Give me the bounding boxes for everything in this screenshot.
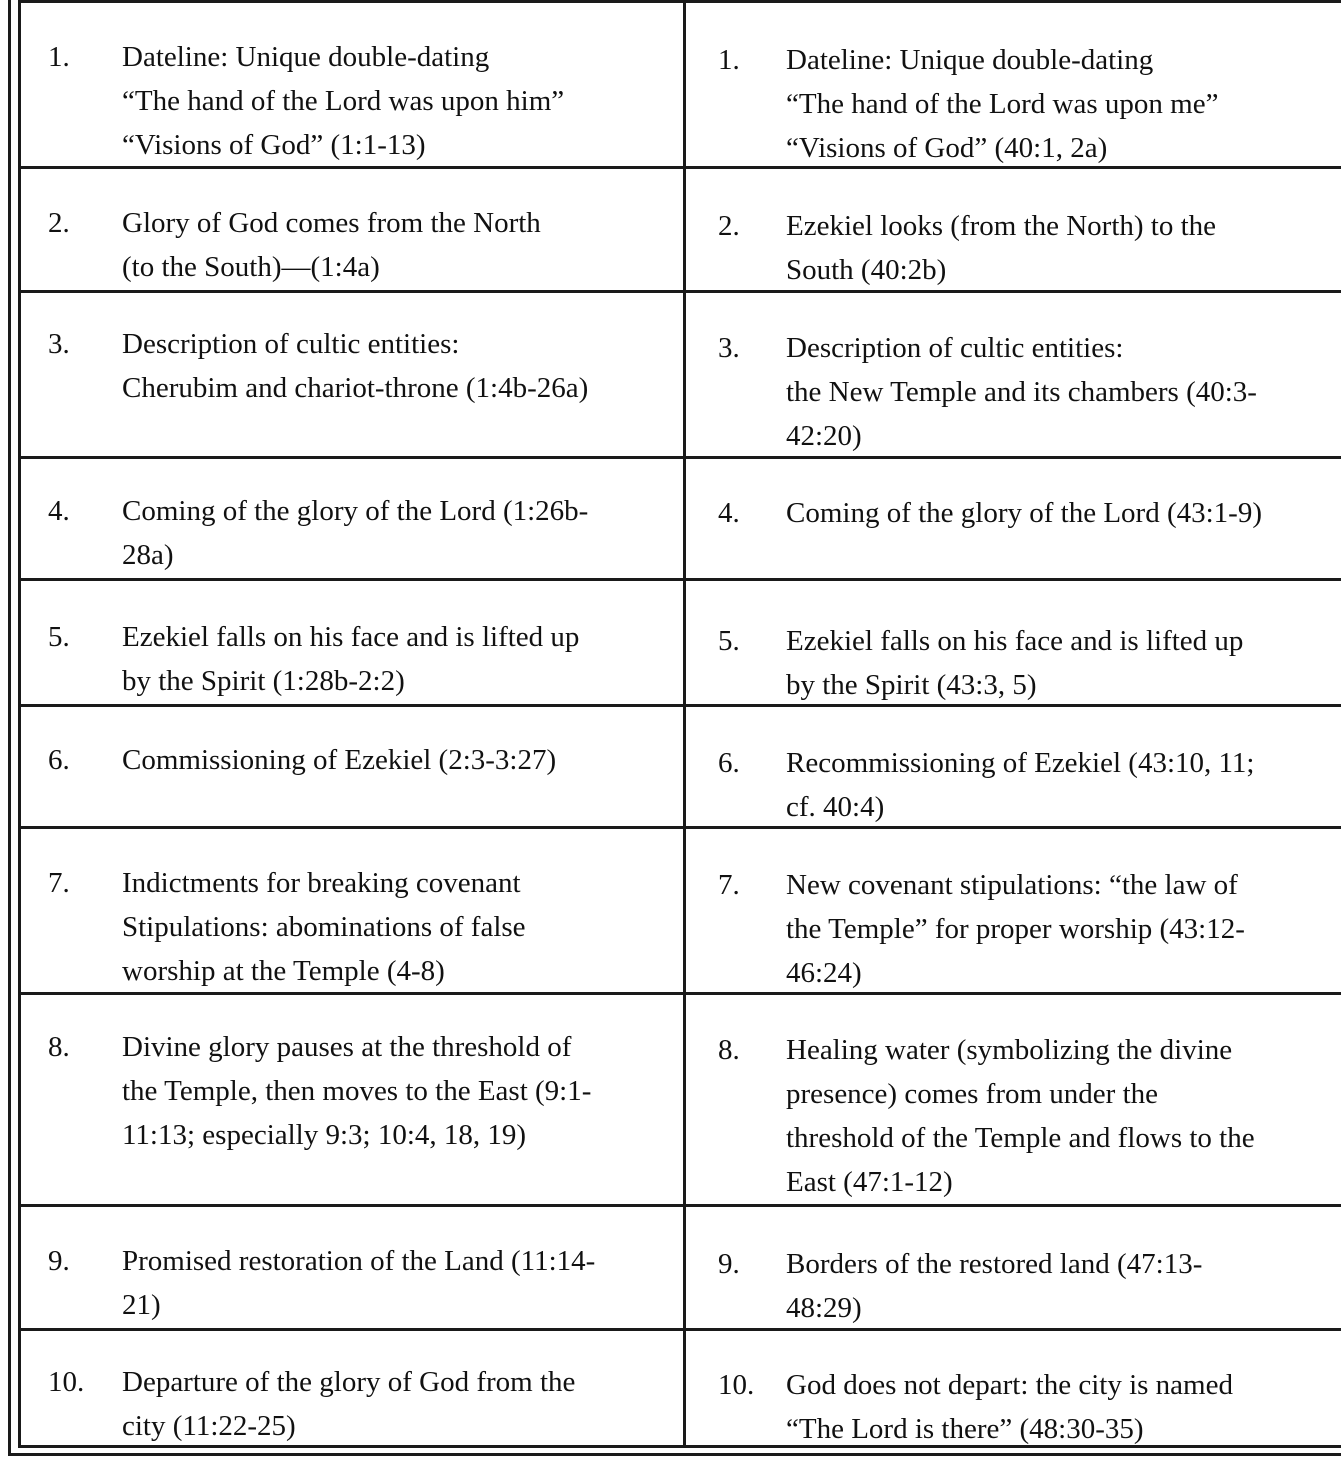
item-text: Healing water (symbolizing the divine presence) comes from under the threshold of the Temple and flows to the East (47:1-12) bbox=[786, 1034, 1255, 1198]
item-text: Coming of the glory of the Lord (1:26b- 28a) bbox=[122, 495, 589, 571]
item-text: Ezekiel falls on his face and is lifted up by the Spirit (43:3, 5) bbox=[786, 625, 1244, 701]
item-number: 3. bbox=[718, 332, 740, 364]
item-text: Ezekiel looks (from the North) to the South (40:2b) bbox=[786, 210, 1217, 286]
column-divider bbox=[683, 0, 686, 1448]
item-text: Recommissioning of Ezekiel (43:10, 11; cf. 40:4) bbox=[786, 747, 1255, 823]
item-text: Glory of God comes from the North (to the South)—(1:4a) bbox=[122, 207, 541, 283]
item-number: 5. bbox=[718, 625, 740, 657]
item-text: Description of cultic entities: the New Temple and its chambers (40:3- 42:20) bbox=[786, 332, 1257, 452]
item-number: 8. bbox=[718, 1034, 740, 1066]
item-number: 2. bbox=[48, 207, 70, 239]
item-number: 10. bbox=[48, 1366, 85, 1398]
item-number: 6. bbox=[718, 747, 740, 779]
item-text: Promised restoration of the Land (11:14- 21) bbox=[122, 1245, 596, 1321]
item-text: Coming of the glory of the Lord (43:1-9) bbox=[786, 497, 1262, 529]
item-text: God does not depart: the city is named “The Lord is there” (48:30-35) bbox=[786, 1369, 1233, 1445]
item-text: Borders of the restored land (47:13- 48:29) bbox=[786, 1248, 1203, 1324]
item-text: Commissioning of Ezekiel (2:3-3:27) bbox=[122, 744, 557, 776]
item-text: Dateline: Unique double-dating “The hand of the Lord was upon me” “Visions of God” (40:1, 2a) bbox=[786, 44, 1219, 164]
item-text: Divine glory pauses at the threshold of the Temple, then moves to the East (9:1- 11:13; especially 9:3; 10:4, 18, 19) bbox=[122, 1031, 592, 1151]
item-number: 7. bbox=[718, 869, 740, 901]
item-number: 9. bbox=[718, 1248, 740, 1280]
item-text: Description of cultic entities: Cherubim and chariot-throne (1:4b-26a) bbox=[122, 328, 589, 404]
item-number: 1. bbox=[48, 41, 70, 73]
item-number: 7. bbox=[48, 867, 70, 899]
item-number: 1. bbox=[718, 44, 740, 76]
item-number: 2. bbox=[718, 210, 740, 242]
item-text: New covenant stipulations: “the law of the Temple” for proper worship (43:12- 46:24) bbox=[786, 869, 1245, 989]
item-text: Ezekiel falls on his face and is lifted up by the Spirit (1:28b-2:2) bbox=[122, 621, 580, 697]
item-number: 9. bbox=[48, 1245, 70, 1277]
item-text: Indictments for breaking covenant Stipulations: abominations of false worship at the Temple (4-8) bbox=[122, 867, 526, 987]
item-number: 6. bbox=[48, 744, 70, 776]
item-number: 10. bbox=[718, 1369, 755, 1401]
item-number: 3. bbox=[48, 328, 70, 360]
item-text: Departure of the glory of God from the city (11:22-25) bbox=[122, 1366, 576, 1442]
item-number: 5. bbox=[48, 621, 70, 653]
item-number: 8. bbox=[48, 1031, 70, 1063]
item-number: 4. bbox=[48, 495, 70, 527]
item-number: 4. bbox=[718, 497, 740, 529]
item-text: Dateline: Unique double-dating “The hand of the Lord was upon him” “Visions of God” (1:1-13) bbox=[122, 41, 565, 161]
row-divider bbox=[18, 1204, 1341, 1207]
row-divider bbox=[18, 578, 1341, 581]
